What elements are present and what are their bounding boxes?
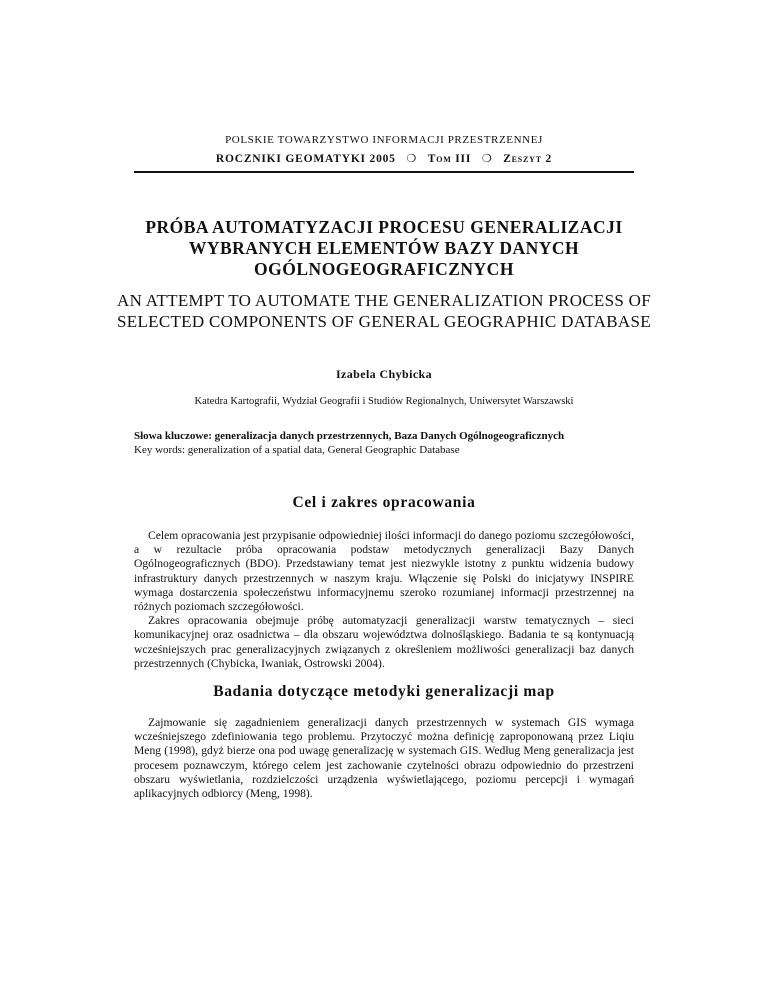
section-heading-aims: Cel i zakres opracowania xyxy=(292,494,476,511)
paragraph: Celem opracowania jest przypisanie odpowiedniej ilości informacji do danego poziomu szczegółowości, a w rezultacie próba opracowania podstaw metodycznych generalizacji Bazy Danych Ogólnogeograficznych (BDO). Przedstawiany temat jest niezwykle istotny z punktu widzenia budowy infrastruktury danych przestrzennych w naszym kraju. Włączenie się Polski do inicjatywy INSPIRE wymaga dostarczenia społeczeństwu informacyjnemu szeroko rozumianej informacji przestrzennej na różnych poziomach szczegółowości. xyxy=(134,529,634,614)
author-affiliation: Katedra Kartografii, Wydział Geografii i Studiów Regionalnych, Uniwersytet Warszawski xyxy=(194,396,574,407)
society-name: POLSKIE TOWARZYSTWO INFORMACJI PRZESTRZENNEJ xyxy=(225,134,543,146)
keywords-english: Key words: generalization of a spatial data, General Geographic Database xyxy=(134,444,460,456)
journal-line xyxy=(134,152,634,165)
section-body-methodology xyxy=(134,716,634,801)
section-heading-methodology: Badania dotyczące metodyki generalizacji map xyxy=(213,683,555,700)
ring-bullet-icon: ❍ xyxy=(481,153,493,165)
volume-label: Tom III xyxy=(427,153,472,165)
ring-bullet-icon: ❍ xyxy=(406,153,418,165)
title-polish: PRÓBA AUTOMATYZACJI PROCESU GENERALIZACJI WYBRANYCH ELEMENTÓW BAZY DANYCH OGÓLNOGEOGRAFICZNYCH xyxy=(145,217,623,279)
paragraph: Zakres opracowania obejmuje próbę automatyzacji generalizacji warstw tematycznych – sieci komunikacyjnej oraz osadnictwa – dla obszaru województwa dolnośląskiego. Badania te są kontynuacją wcześniejszych prac generalizacyjnych związanych z określeniem możliwości generalizacji baz danych przestrzennych (Chybicka, Iwaniak, Ostrowski 2004). xyxy=(134,614,634,670)
author-name: Izabela Chybicka xyxy=(335,367,433,381)
title-english: AN ATTEMPT TO AUTOMATE THE GENERALIZATION PROCESS OF SELECTED COMPONENTS OF GENERAL GEOGRAPHIC DATABASE xyxy=(117,291,651,331)
journal-name: ROCZNIKI GEOMATYKI 2005 xyxy=(215,153,396,165)
paragraph: Zajmowanie się zagadnieniem generalizacji danych przestrzennych w systemach GIS wymaga wcześniejszego zdefiniowania tego problemu. Przytoczyć można definicję zaproponowaną przez Liqiu Meng (1998), gdyż bierze ona pod uwagę generalizację w systemach GIS. Według Meng generalizacja jest procesem poznawczym, którego celem jest zachowanie czytelności obrazu odpowiednio do przestrzeni obszaru wyświetlania, rozdzielczości urządzenia wyświetlającego, poziomu percepcji i wymagań aplikacyjnych odbiorcy (Meng, 1998). xyxy=(134,716,634,801)
issue-label: Zeszyt 2 xyxy=(503,153,553,165)
keywords-polish: Słowa kluczowe: generalizacja danych przestrzennych, Baza Danych Ogólnogeograficznych xyxy=(134,430,565,442)
section-body-aims xyxy=(134,529,634,671)
header-rule xyxy=(134,171,634,173)
